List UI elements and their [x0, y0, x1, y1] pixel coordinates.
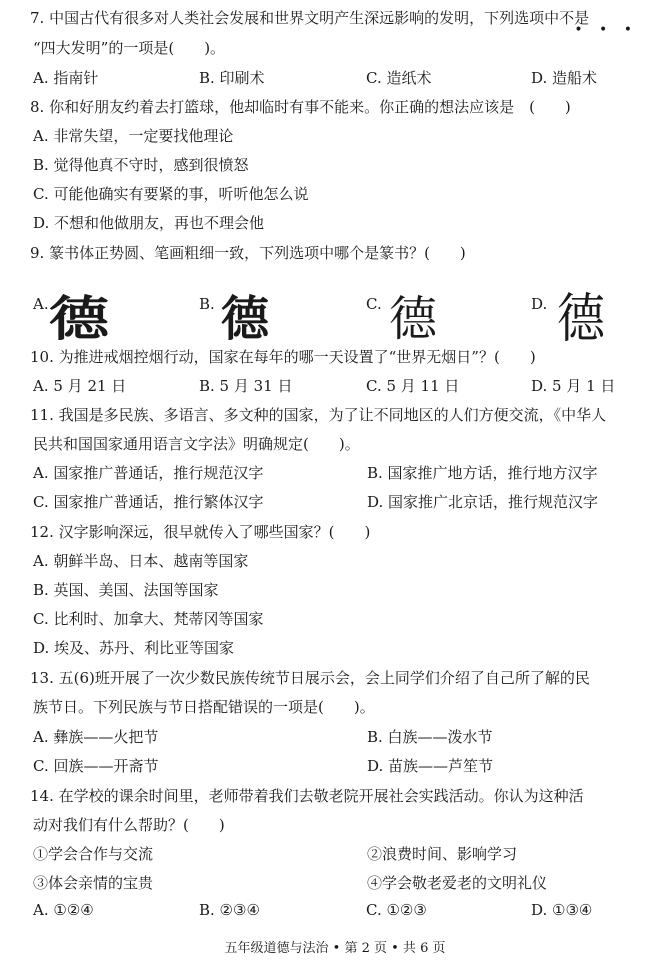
statement-2: ②浪费时间、影响学习: [367, 845, 518, 863]
option-c[interactable]: C. 造纸术: [366, 69, 432, 87]
page-footer: 五年级道德与法治 • 第 2 页 • 共 6 页: [224, 941, 446, 956]
option-a[interactable]: A. 彝族——火把节: [33, 728, 159, 746]
option-a[interactable]: A. 指南针: [33, 69, 99, 87]
question-7-options: [33, 67, 633, 91]
option-c[interactable]: C. 回族——开斋节: [33, 757, 159, 775]
calligraphy-glyph-a: 德: [48, 291, 110, 347]
question-8-text: 8. 你和好朋友约着去打篮球，他却临时有事不能来。你正确的想法应该是 ( ): [30, 98, 571, 116]
question-11-text-cont: 民共和国国家通用语言文字法》明确规定( )。: [33, 435, 360, 453]
option-b[interactable]: B. 国家推广地方话，推行地方汉字: [367, 464, 598, 482]
corner-marks: • • •: [574, 22, 638, 38]
option-a[interactable]: A. 非常失望，一定要找他理论: [33, 127, 234, 145]
option-c[interactable]: C. 比利时、加拿大、梵蒂冈等国家: [33, 610, 264, 628]
option-c[interactable]: C. 国家推广普通话，推行繁体汉字: [33, 493, 264, 511]
question-14-statements-12: [33, 843, 633, 867]
option-c[interactable]: C. 可能他确实有要紧的事，听听他怎么说: [33, 185, 309, 203]
option-b[interactable]: B. 印刷术: [199, 69, 265, 87]
option-c[interactable]: C.: [366, 295, 382, 313]
question-13-text: 13. 五(6)班开展了一次少数民族传统节日展示会，会上同学们介绍了自己所了解的民: [30, 669, 590, 687]
question-12-text: 12. 汉字影响深远，很早就传入了哪些国家？( ): [30, 523, 371, 541]
question-14-statements-34: [33, 872, 633, 896]
option-b[interactable]: B. 觉得他真不守时，感到很愤怒: [33, 156, 249, 174]
option-b[interactable]: B. 5 月 31 日: [199, 377, 293, 395]
question-13-text-cont: 族节日。下列民族与节日搭配错误的一项是( )。: [33, 698, 375, 716]
option-b[interactable]: B. 英国、美国、法国等国家: [33, 581, 219, 599]
question-7-text: 7. 中国古代有很多对人类社会发展和世界文明产生深远影响的发明，下列选项中不是: [30, 9, 590, 27]
option-a[interactable]: A. ①②④: [33, 901, 94, 919]
question-14-text: 14. 在学校的课余时间里，老师带着我们去敬老院开展社会实践活动。你认为这种活: [30, 787, 584, 805]
question-10-text: 10. 为推进戒烟控烟行动，国家在每年的哪一天设置了“世界无烟日”？( ): [30, 348, 536, 366]
question-9-text: 9. 篆书体正势圆、笔画粗细一致，下列选项中哪个是篆书？( ): [30, 244, 466, 262]
option-a[interactable]: A. 朝鲜半岛、日本、越南等国家: [33, 552, 249, 570]
statement-1: ①学会合作与交流: [33, 845, 154, 863]
option-c[interactable]: C. 5 月 11 日: [366, 377, 460, 395]
question-13-options-cd: [33, 755, 633, 779]
question-11-options-ab: [33, 462, 633, 486]
calligraphy-glyph-c: 德: [389, 291, 438, 347]
question-7-text-cont: “四大发明”的一项是( )。: [33, 39, 226, 57]
option-a[interactable]: A. 5 月 21 日: [33, 377, 127, 395]
calligraphy-glyph-d: 德: [557, 288, 606, 350]
option-d[interactable]: D. 埃及、苏丹、利比亚等国家: [33, 639, 235, 657]
option-b[interactable]: B.: [199, 295, 215, 313]
option-a[interactable]: A. 国家推广普通话，推行规范汉字: [33, 464, 264, 482]
question-13-options-ab: [33, 726, 633, 750]
option-d[interactable]: D. 国家推广北京话，推行规范汉字: [367, 493, 599, 511]
option-d[interactable]: D. 不想和他做朋友，再也不理会他: [33, 214, 265, 232]
option-d[interactable]: D. 苗族——芦笙节: [367, 757, 494, 775]
option-a[interactable]: A.: [33, 295, 49, 313]
option-d[interactable]: D.: [531, 295, 548, 313]
option-d[interactable]: D. 造船术: [531, 69, 598, 87]
option-c[interactable]: C. ①②③: [366, 901, 427, 919]
option-b[interactable]: B. ②③④: [199, 901, 260, 919]
statement-3: ③体会亲情的宝贵: [33, 874, 154, 892]
calligraphy-glyph-b: 德: [221, 291, 270, 347]
question-14-text-cont: 动对我们有什么帮助？( ): [33, 816, 225, 834]
option-d[interactable]: D. 5 月 1 日: [531, 377, 616, 395]
question-11-text: 11. 我国是多民族、多语言、多文种的国家，为了让不同地区的人们方便交流，《中华人: [30, 406, 607, 424]
question-9-options: [33, 288, 633, 350]
option-b[interactable]: B. 白族——泼水节: [367, 728, 493, 746]
option-d[interactable]: D. ①③④: [531, 901, 593, 919]
question-14-options: [33, 901, 633, 925]
question-11-options-cd: [33, 491, 633, 515]
statement-4: ④学会敬老爱老的文明礼仪: [367, 874, 548, 892]
question-10-options: [33, 375, 633, 399]
